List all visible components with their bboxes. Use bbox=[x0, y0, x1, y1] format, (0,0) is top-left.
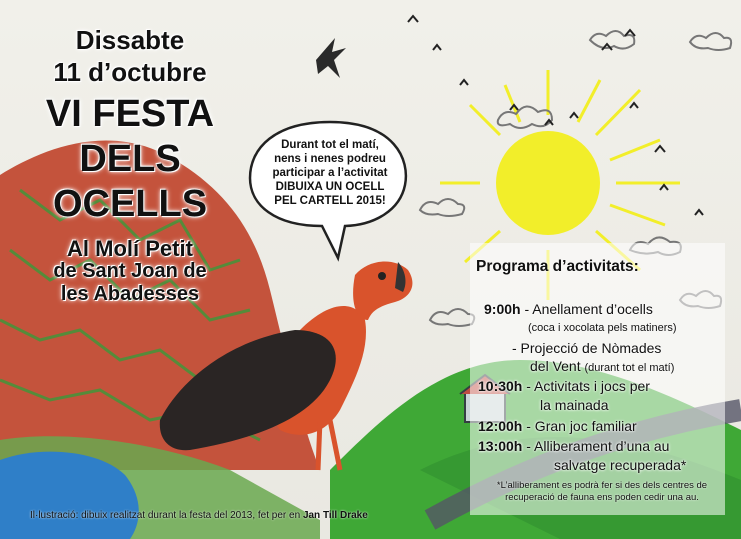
program-text: del Vent bbox=[530, 358, 581, 374]
program-item-3 bbox=[530, 358, 674, 374]
title-line-2: DELS bbox=[79, 138, 181, 180]
festival-title bbox=[0, 92, 260, 227]
bubble-line-2: nens i nenes podreu bbox=[274, 153, 386, 165]
bubble-text bbox=[255, 138, 405, 208]
program-text: - Activitats i jocs per bbox=[522, 378, 650, 394]
title-line-1: VI FESTA bbox=[45, 93, 215, 135]
program-item-4 bbox=[478, 378, 650, 394]
venue bbox=[0, 237, 260, 306]
date-day-month: 11 d’octubre bbox=[53, 57, 207, 87]
program-title: Programa d’activitats: bbox=[476, 258, 639, 275]
event-date bbox=[0, 24, 260, 88]
program-text: - Projecció de Nòmades bbox=[512, 340, 662, 356]
program-text: - Anellament d’ocells bbox=[520, 301, 653, 317]
bubble-line-1: Durant tot el matí, bbox=[281, 139, 379, 151]
date-weekday: Dissabte bbox=[75, 25, 185, 55]
program-item-0 bbox=[484, 301, 653, 317]
illustration-credit bbox=[30, 510, 368, 521]
program-item-6 bbox=[478, 418, 637, 434]
program-footnote: *L’alliberament es podrà fer si des dels centres de recuperació de fauna ens poden cedir una au. bbox=[496, 480, 708, 503]
program-note: (coca i xocolata pels matiners) bbox=[528, 322, 677, 334]
bubble-line-4: DIBUIXA UN OCELL bbox=[275, 181, 385, 193]
credit-author: Jan Till Drake bbox=[302, 510, 368, 521]
program-item-2 bbox=[512, 340, 661, 356]
program-time: 10:30h bbox=[478, 378, 523, 394]
bubble-line-3: participar a l’activitat bbox=[272, 167, 388, 179]
venue-line-1: Al Molí Petit bbox=[67, 236, 193, 261]
program-item-5 bbox=[540, 397, 609, 413]
program-item-8 bbox=[554, 457, 686, 473]
program-text: la mainada bbox=[540, 397, 609, 413]
program-time: 13:00h bbox=[478, 438, 523, 454]
program-note: (durant tot el matí) bbox=[584, 362, 675, 374]
program-time: 12:00h bbox=[478, 418, 523, 434]
title-line-3: OCELLS bbox=[52, 183, 208, 225]
venue-line-3: les Abadesses bbox=[60, 283, 200, 305]
program-text: salvatge recuperada* bbox=[554, 457, 687, 473]
program-item-7 bbox=[478, 438, 669, 454]
bubble-line-5: PEL CARTELL 2015! bbox=[274, 195, 386, 207]
program-time: 9:00h bbox=[484, 301, 521, 317]
program-text: - Gran joc familiar bbox=[522, 418, 637, 434]
soaring-bird bbox=[316, 38, 346, 78]
program-text: - Alliberament d’una au bbox=[522, 438, 670, 454]
venue-line-2: de Sant Joan de bbox=[53, 260, 207, 282]
credit-text: Il·lustració: dibuix realitzat durant la festa del 2013, fet per en bbox=[30, 510, 303, 521]
